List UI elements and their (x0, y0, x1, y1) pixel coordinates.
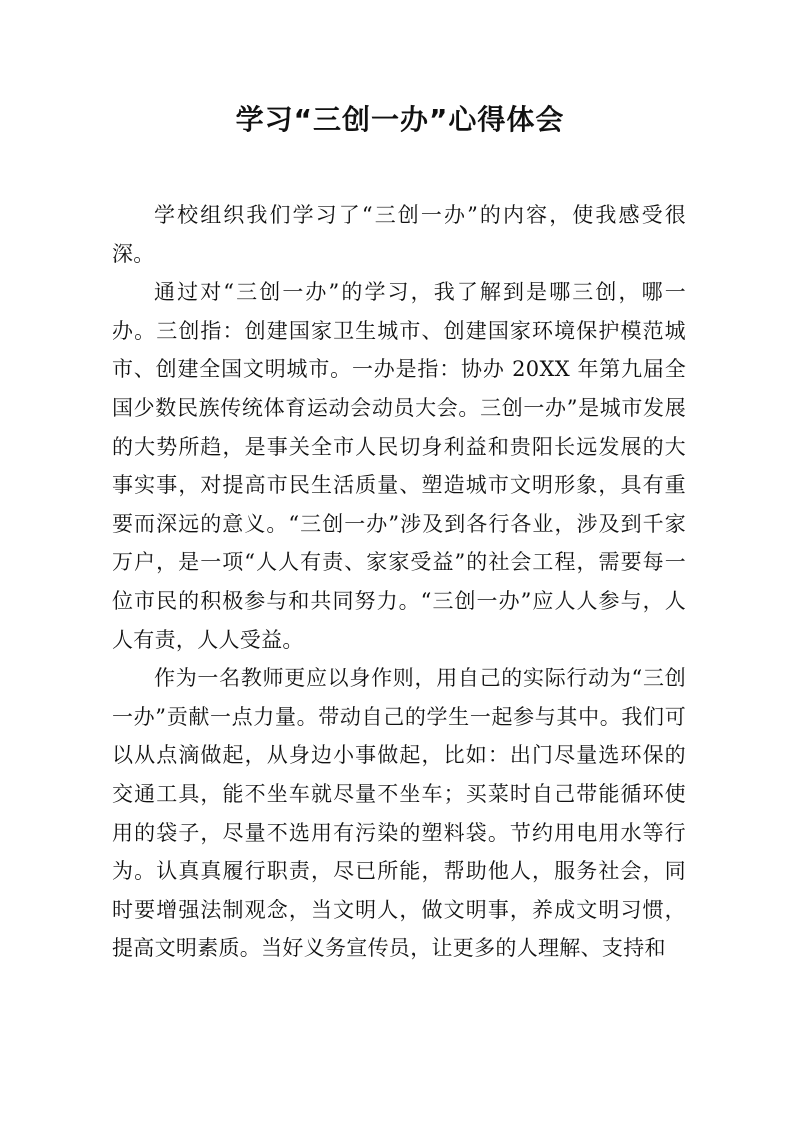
paragraph-teacher-role: 作为一名教师更应以身作则，用自己的实际行动为“三创一办”贡献一点力量。带动自己的学生一起参与其中。我们可以从点滴做起，从身边小事做起，比如：出门尽量选环保的交通工具，能不坐车就尽量不坐车；买菜时自己带能循环使用的袋子，尽量不选用有污染的塑料袋。节约用电用水等行为。认真真履行职责，尽已所能，帮助他人，服务社会，同时要增强法制观念，当文明人，做文明事，养成文明习惯，提高文明素质。当好义务宣传员，让更多的人理解、支持和 (112, 666, 686, 961)
document-title: 学习“三创一办”心得体会 (235, 103, 565, 136)
paragraph-intro: 学校组织我们学习了“三创一办”的内容，使我感受很深。 (112, 203, 686, 266)
document-body (112, 196, 686, 968)
paragraph-understanding: 通过对“三创一办”的学习，我了解到是哪三创，哪一办。三创指：创建国家卫生城市、创建国家环境保护模范城市、创建全国文明城市。一办是指：协办 20XX 年第九届全国少数民族传统体育运动会动员大会。三创一办”是城市发展的大势所趋，是事关全市人民切身利益和贵阳长远发展的大事实事，对提高市民生活质量、塑造城市文明形象，具有重要而深远的意义。“三创一办”涉及到各行各业，涉及到千家万户，是一项“人人有责、家家受益”的社会工程，需要每一位市民的积极参与和共同努力。“三创一办”应人人参与，人人有责，人人受益。 (112, 280, 686, 652)
